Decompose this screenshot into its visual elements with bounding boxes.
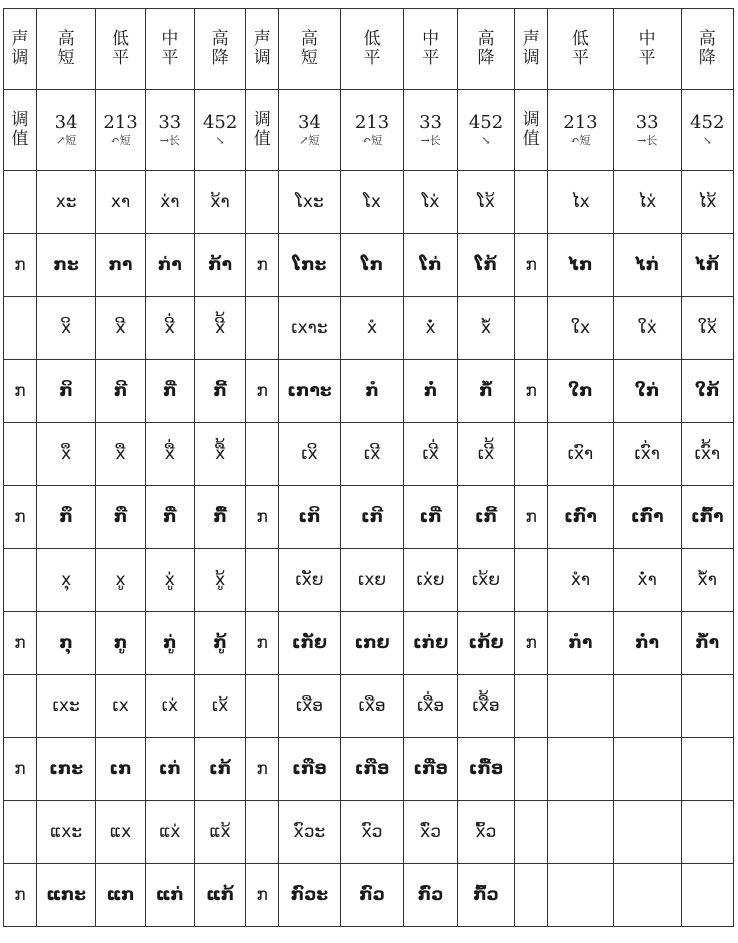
tone-value-cell xyxy=(96,90,145,171)
syllable-cell xyxy=(548,675,614,738)
header-cell: 声调 xyxy=(515,9,548,90)
tone-number: 452 xyxy=(690,112,725,134)
syllable-cell: x້າ xyxy=(194,171,245,234)
syllable-cell: ກົ້ວ xyxy=(457,864,514,927)
syllable-cell: ກ່ໍາ xyxy=(613,612,681,675)
syllable-cell: ໂກ xyxy=(340,234,404,297)
syllable-cell xyxy=(515,738,548,801)
syllable-cell: ໄx້ xyxy=(681,171,733,234)
syllable-cell: ເກັຍ xyxy=(279,612,341,675)
tone-value-cell xyxy=(548,90,614,171)
tone-value-cell xyxy=(681,90,733,171)
syllable-cell: ກ່າ xyxy=(145,234,194,297)
syllable-cell: ກົວະ xyxy=(279,864,341,927)
syllable-cell: ເxຍ xyxy=(340,549,404,612)
syllable-cell: ເກົາ xyxy=(548,486,614,549)
syllable-cell: xົວ xyxy=(340,801,404,864)
syllable-cell: xື່ xyxy=(145,423,194,486)
tone-number: 452 xyxy=(202,112,238,134)
syllable-cell: ກ xyxy=(4,360,37,423)
syllable-cell xyxy=(681,864,733,927)
syllable-cell: x້ໍາ xyxy=(681,549,733,612)
syllable-cell: ເx xyxy=(96,675,145,738)
syllable-cell: ກ xyxy=(246,864,279,927)
syllable-cell: ກໍາ xyxy=(548,612,614,675)
syllable-cell: ໃກ່ xyxy=(613,360,681,423)
tone-value-cell: 调值 xyxy=(515,90,548,171)
syllable-cell: ກຸ xyxy=(36,612,96,675)
header-cell: 高短 xyxy=(36,9,96,90)
lao-tone-table xyxy=(3,8,734,927)
syllable-cell: xົວະ xyxy=(279,801,341,864)
syllable-cell: ໂx້ xyxy=(457,171,514,234)
syllable-cell: ເxືອ xyxy=(279,675,341,738)
syllable-cell: ແກ້ xyxy=(194,864,245,927)
tone-number: 452 xyxy=(468,112,504,134)
syllable-cell: xະ xyxy=(36,171,96,234)
syllable-cell: xາ xyxy=(96,171,145,234)
example-row xyxy=(4,738,734,801)
syllable-cell: ໄx່ xyxy=(613,171,681,234)
tone-number: 33 xyxy=(158,112,182,134)
syllable-cell xyxy=(515,864,548,927)
syllable-cell: ກຶ xyxy=(36,486,96,549)
template-row xyxy=(4,423,734,486)
syllable-cell: ໄກ້ xyxy=(681,234,733,297)
syllable-cell: ກ xyxy=(246,486,279,549)
syllable-cell xyxy=(246,549,279,612)
syllable-cell: ເກ່ຍ xyxy=(404,612,457,675)
tone-value-row xyxy=(4,90,734,171)
syllable-cell: ເxາະ xyxy=(279,297,341,360)
syllable-cell: ກ xyxy=(515,612,548,675)
syllable-cell: ກູ xyxy=(96,612,145,675)
syllable-cell: ເxືອ xyxy=(340,675,404,738)
tone-number: 34 xyxy=(54,112,78,134)
syllable-cell xyxy=(246,675,279,738)
syllable-cell: ເກີ້ xyxy=(457,486,514,549)
syllable-cell xyxy=(4,171,37,234)
tone-number: 33 xyxy=(635,112,659,134)
tone-contour-mark: ↗短 xyxy=(56,133,77,147)
syllable-cell: ກີ xyxy=(96,360,145,423)
syllable-cell: ໃx່ xyxy=(613,297,681,360)
syllable-cell xyxy=(4,675,37,738)
example-row xyxy=(4,234,734,297)
syllable-cell: ກ xyxy=(515,360,548,423)
syllable-cell: ກ xyxy=(4,234,37,297)
syllable-cell: ເxື່ອ xyxy=(404,675,457,738)
syllable-cell xyxy=(4,549,37,612)
syllable-cell: ເxີ້ xyxy=(457,423,514,486)
syllable-cell: ເກ xyxy=(96,738,145,801)
header-cell: 低平 xyxy=(340,9,404,90)
syllable-cell: x່ໍາ xyxy=(613,549,681,612)
syllable-cell: ແx່ xyxy=(145,801,194,864)
syllable-cell: ແxະ xyxy=(36,801,96,864)
syllable-cell: ໄກ່ xyxy=(613,234,681,297)
syllable-cell xyxy=(246,297,279,360)
header-cell: 高降 xyxy=(194,9,245,90)
tone-value-cell xyxy=(457,90,514,171)
syllable-cell: ກື xyxy=(96,486,145,549)
syllable-cell: xໍ xyxy=(340,297,404,360)
tone-contour-mark: ↘ xyxy=(702,133,712,147)
syllable-cell: ເກີ່ xyxy=(404,486,457,549)
syllable-cell: ເxົາ xyxy=(548,423,614,486)
syllable-cell xyxy=(548,801,614,864)
syllable-cell: ເກ້ຍ xyxy=(457,612,514,675)
syllable-cell: ເກືອ xyxy=(340,738,404,801)
tone-number: 213 xyxy=(354,112,390,134)
syllable-cell: xູ້ xyxy=(194,549,245,612)
syllable-cell: ກ xyxy=(4,612,37,675)
syllable-cell xyxy=(613,864,681,927)
syllable-cell: ໄກ xyxy=(548,234,614,297)
header-cell: 中平 xyxy=(613,9,681,90)
syllable-cell xyxy=(548,864,614,927)
tone-contour-mark: →长 xyxy=(420,133,441,147)
tone-number: 213 xyxy=(563,112,598,134)
syllable-cell: ໂກະ xyxy=(279,234,341,297)
syllable-cell: ເກີ xyxy=(340,486,404,549)
header-cell: 高降 xyxy=(681,9,733,90)
syllable-cell: ກ xyxy=(515,486,548,549)
example-row xyxy=(4,612,734,675)
syllable-cell: ກື່ xyxy=(145,486,194,549)
syllable-cell: xູ່ xyxy=(145,549,194,612)
tone-contour-mark: →长 xyxy=(159,133,180,147)
tone-contour-mark: ↘ xyxy=(215,133,225,147)
example-row xyxy=(4,864,734,927)
syllable-cell: ເກົ້າ xyxy=(681,486,733,549)
syllable-cell: x້ໍ xyxy=(457,297,514,360)
syllable-cell: ເxະ xyxy=(36,675,96,738)
syllable-cell: xີ xyxy=(96,297,145,360)
header-cell: 中平 xyxy=(404,9,457,90)
syllable-cell: ກໍ xyxy=(340,360,404,423)
syllable-cell: ເx້ xyxy=(194,675,245,738)
syllable-cell: xູ xyxy=(96,549,145,612)
syllable-cell: ໂx່ xyxy=(404,171,457,234)
tone-contour-mark: ↶短 xyxy=(570,133,591,147)
header-cell: 低平 xyxy=(548,9,614,90)
syllable-cell: x່ໍ xyxy=(404,297,457,360)
syllable-cell: ເxິ xyxy=(279,423,341,486)
syllable-cell: ເxີ xyxy=(340,423,404,486)
syllable-cell xyxy=(246,171,279,234)
syllable-cell: ເກື້ອ xyxy=(457,738,514,801)
syllable-cell: xຸ xyxy=(36,549,96,612)
syllable-cell: ເກະ xyxy=(36,738,96,801)
syllable-cell: ກົວ xyxy=(340,864,404,927)
syllable-cell: ແກ xyxy=(96,864,145,927)
syllable-cell: ໃກ້ xyxy=(681,360,733,423)
template-row xyxy=(4,549,734,612)
syllable-cell: ເກ່ xyxy=(145,738,194,801)
syllable-cell xyxy=(515,423,548,486)
syllable-cell: ໂx xyxy=(340,171,404,234)
syllable-cell: ແກ່ xyxy=(145,864,194,927)
syllable-cell: xິ xyxy=(36,297,96,360)
syllable-cell: ກາ xyxy=(96,234,145,297)
syllable-cell xyxy=(681,675,733,738)
syllable-cell xyxy=(4,297,37,360)
example-row xyxy=(4,486,734,549)
syllable-cell: ໃx້ xyxy=(681,297,733,360)
tone-value-cell xyxy=(194,90,245,171)
syllable-cell: ໂກ່ xyxy=(404,234,457,297)
syllable-cell: ແກະ xyxy=(36,864,96,927)
syllable-cell: ເxົ້າ xyxy=(681,423,733,486)
syllable-cell: xຶ xyxy=(36,423,96,486)
syllable-cell: ກ້ໍາ xyxy=(681,612,733,675)
header-row xyxy=(4,9,734,90)
syllable-cell: x່າ xyxy=(145,171,194,234)
syllable-cell xyxy=(548,738,614,801)
syllable-cell: ເກາະ xyxy=(279,360,341,423)
template-row xyxy=(4,297,734,360)
tone-value-cell: 调值 xyxy=(4,90,37,171)
tone-number: 213 xyxy=(103,112,138,134)
syllable-cell: ກ້ໍ xyxy=(457,360,514,423)
syllable-cell xyxy=(515,549,548,612)
syllable-cell: xີ່ xyxy=(145,297,194,360)
syllable-cell xyxy=(681,801,733,864)
syllable-cell: ໂxະ xyxy=(279,171,341,234)
syllable-cell xyxy=(4,801,37,864)
syllable-cell: ກື້ xyxy=(194,486,245,549)
header-cell: 声调 xyxy=(4,9,37,90)
syllable-cell: ເxື້ອ xyxy=(457,675,514,738)
syllable-cell: ແx xyxy=(96,801,145,864)
syllable-cell: ກ xyxy=(246,612,279,675)
syllable-cell: ເກືອ xyxy=(279,738,341,801)
syllable-cell: ເx່ xyxy=(145,675,194,738)
syllable-cell: ເxີ່ xyxy=(404,423,457,486)
syllable-cell: ເກົ່າ xyxy=(613,486,681,549)
syllable-cell xyxy=(613,738,681,801)
syllable-cell: ກີ້ xyxy=(194,360,245,423)
syllable-cell: ໃx xyxy=(548,297,614,360)
tone-value-cell xyxy=(145,90,194,171)
tone-contour-mark: ↗短 xyxy=(299,133,320,147)
syllable-cell xyxy=(246,801,279,864)
syllable-cell xyxy=(4,423,37,486)
syllable-cell: ກີ່ xyxy=(145,360,194,423)
syllable-cell: ກະ xyxy=(36,234,96,297)
header-cell: 中平 xyxy=(145,9,194,90)
syllable-cell xyxy=(681,738,733,801)
header-cell: 高降 xyxy=(457,9,514,90)
tone-contour-mark: ↶短 xyxy=(361,133,383,147)
tone-contour-mark: ↘ xyxy=(481,133,491,147)
tone-value-cell: 调值 xyxy=(246,90,279,171)
syllable-cell: ກູ່ xyxy=(145,612,194,675)
syllable-cell: xື້ xyxy=(194,423,245,486)
syllable-cell: ໃກ xyxy=(548,360,614,423)
syllable-cell xyxy=(515,171,548,234)
syllable-cell: x່ົວ xyxy=(404,801,457,864)
syllable-cell xyxy=(515,675,548,738)
syllable-cell: ເxັຍ xyxy=(279,549,341,612)
syllable-cell: ກ xyxy=(246,360,279,423)
tone-value-cell xyxy=(279,90,341,171)
syllable-cell: ເກື່ອ xyxy=(404,738,457,801)
tone-value-cell xyxy=(404,90,457,171)
syllable-cell: ກ xyxy=(246,234,279,297)
syllable-cell: ກິ xyxy=(36,360,96,423)
syllable-cell: ເx່ຍ xyxy=(404,549,457,612)
header-cell: 高短 xyxy=(279,9,341,90)
syllable-cell: ເກິ xyxy=(279,486,341,549)
syllable-cell xyxy=(246,423,279,486)
syllable-cell: ກ xyxy=(515,234,548,297)
syllable-cell: ເx້ຍ xyxy=(457,549,514,612)
syllable-cell: ກົ່ວ xyxy=(404,864,457,927)
tone-contour-mark: ↶短 xyxy=(110,133,131,147)
syllable-cell: ກູ້ xyxy=(194,612,245,675)
header-cell: 声调 xyxy=(246,9,279,90)
syllable-cell: ໄx xyxy=(548,171,614,234)
syllable-cell xyxy=(515,801,548,864)
syllable-cell: ກ xyxy=(4,486,37,549)
syllable-cell: x້ົວ xyxy=(457,801,514,864)
tone-value-cell xyxy=(613,90,681,171)
syllable-cell: xີ້ xyxy=(194,297,245,360)
header-cell: 低平 xyxy=(96,9,145,90)
example-row xyxy=(4,360,734,423)
syllable-cell: ກ້າ xyxy=(194,234,245,297)
syllable-cell: ກ xyxy=(4,864,37,927)
syllable-cell: ເກ້ xyxy=(194,738,245,801)
syllable-cell: ກ xyxy=(4,738,37,801)
syllable-cell: ກ xyxy=(246,738,279,801)
template-row xyxy=(4,171,734,234)
tone-number: 34 xyxy=(297,112,321,134)
syllable-cell xyxy=(613,801,681,864)
template-row xyxy=(4,675,734,738)
syllable-cell: ເxົ່າ xyxy=(613,423,681,486)
template-row xyxy=(4,801,734,864)
syllable-cell: xໍາ xyxy=(548,549,614,612)
syllable-cell: ເກຍ xyxy=(340,612,404,675)
syllable-cell xyxy=(515,297,548,360)
syllable-cell xyxy=(613,675,681,738)
syllable-cell: xື xyxy=(96,423,145,486)
syllable-cell: ໂກ້ xyxy=(457,234,514,297)
syllable-cell: ກ່ໍ xyxy=(404,360,457,423)
tone-value-cell xyxy=(36,90,96,171)
syllable-cell: ແx້ xyxy=(194,801,245,864)
tone-value-cell xyxy=(340,90,404,171)
tone-contour-mark: →长 xyxy=(637,133,658,147)
tone-number: 33 xyxy=(419,112,443,134)
